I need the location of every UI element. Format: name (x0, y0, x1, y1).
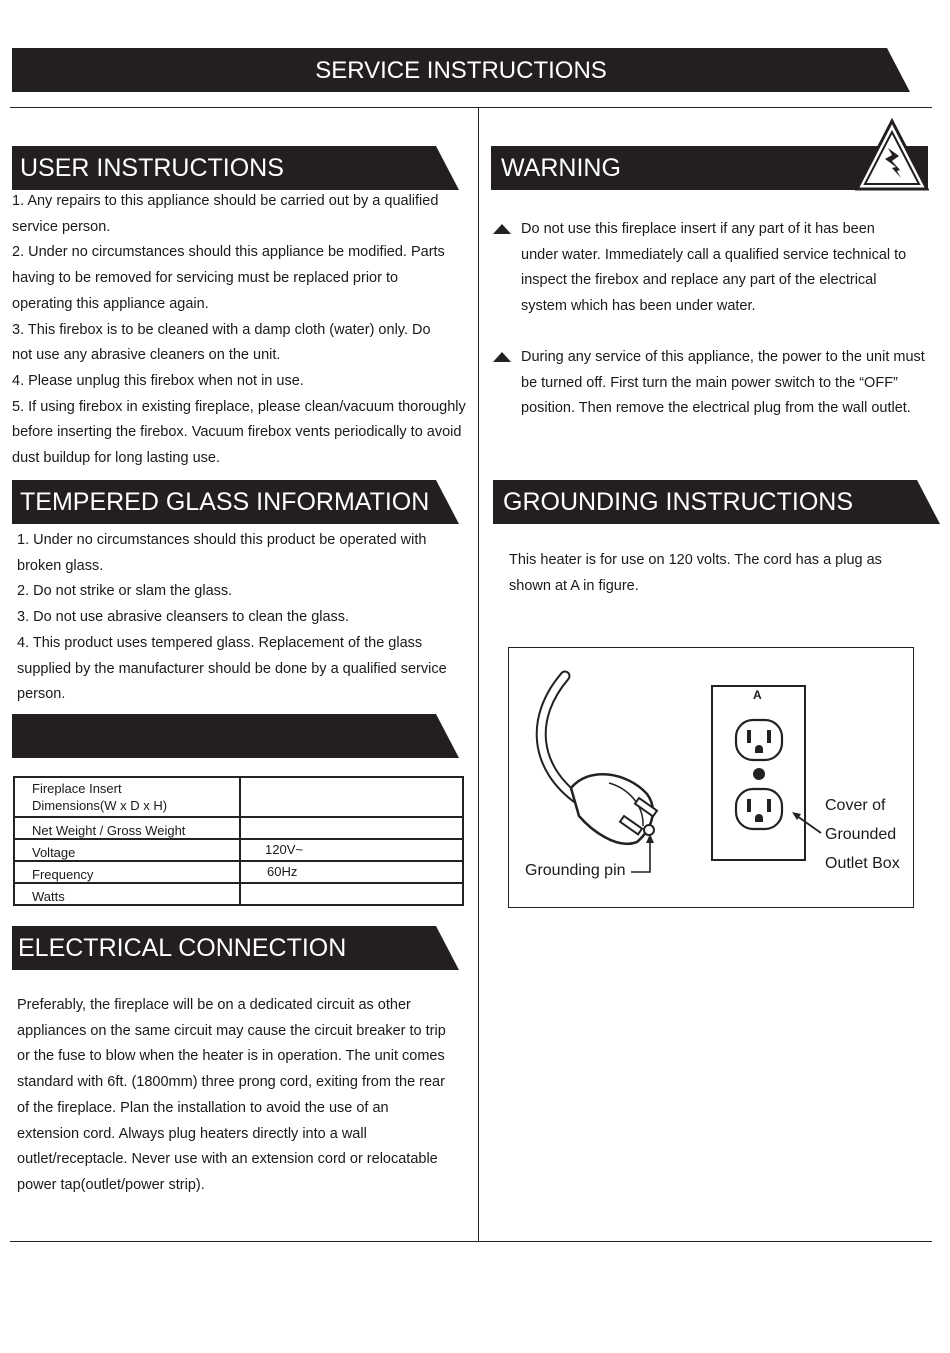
table-row (14, 777, 463, 817)
text-line: Preferably, the fireplace will be on a dedicated circuit as other (17, 997, 411, 1013)
text-line: power tap(outlet/power strip). (17, 1176, 205, 1193)
row-label-line: Dimensions(W x D x H) (32, 798, 168, 813)
grounding-pin-label: Grounding pin (525, 862, 626, 879)
text-line: 3. This firebox is to be cleaned with a damp cloth (water) only. Do (12, 321, 431, 338)
warning-bullet-icon (493, 352, 511, 362)
text-line: 1. Under no circumstances should this product be operated with (17, 532, 427, 548)
text-line: having to be removed for servicing must be replaced prior to (12, 270, 399, 287)
table-cell-label: Voltage (14, 839, 240, 861)
text-line: 3. Do not use abrasive cleansers to clean the glass. (17, 609, 350, 626)
cover-label (825, 791, 900, 878)
table-cell-label: Frequency (14, 861, 240, 883)
text-line: 5. If using firebox in existing fireplace, please clean/vacuum thoroughly (12, 398, 466, 415)
text-line: position. Then remove the electrical plug from the wall outlet. (521, 400, 911, 417)
text-line: 2. Under no circumstances should this appliance be modified. Parts (12, 244, 445, 261)
table-cell-label: Watts (14, 883, 240, 905)
text-line: before inserting the firebox. Vacuum firebox vents periodically to avoid (12, 424, 462, 441)
text-line: appliances on the same circuit may cause the circuit breaker to trip (17, 1022, 446, 1039)
text-line: operating this appliance again. (12, 295, 209, 312)
text-line: of the fireplace. Plan the installation to avoid the use of an (17, 1099, 389, 1116)
text-line: inspect the firebox and replace any part of the electrical (521, 272, 877, 289)
table-cell-value (240, 817, 463, 839)
electrical-connection-heading: ELECTRICAL CONNECTION (18, 934, 347, 962)
electrical-connection-banner (12, 926, 459, 970)
specifications-banner (12, 714, 459, 758)
user-instructions-text (12, 189, 477, 472)
cover-label-line: Grounded (825, 826, 897, 843)
table-row (14, 861, 463, 883)
user-instructions-heading: USER INSTRUCTIONS (20, 154, 284, 182)
table-cell-value (240, 883, 463, 905)
warning-list (493, 217, 943, 422)
cover-label-line: Outlet Box (825, 855, 900, 872)
warning-heading: WARNING (501, 154, 621, 182)
table-cell-value (240, 777, 463, 817)
text-line: broken glass. (17, 557, 104, 574)
text-line: standard with 6ft. (1800mm) three prong cord, exiting from the rear (17, 1074, 445, 1091)
text-line: extension cord. Always plug heaters directly into a wall (17, 1125, 367, 1142)
table-cell-label (14, 777, 240, 817)
electrical-connection-text (17, 993, 472, 1199)
text-line: be turned off. First turn the main power switch to the “OFF” (521, 374, 898, 391)
text-line: Do not use this fireplace insert if any part of it has been (521, 221, 875, 237)
bottom-divider (10, 1241, 932, 1242)
text-line: outlet/receptacle. Never use with an extension cord or relocatable (17, 1151, 438, 1168)
text-line: or the fuse to blow when the heater is in operation. The unit comes (17, 1048, 445, 1065)
page-title-banner (12, 48, 910, 92)
text-line: 4. This product uses tempered glass. Replacement of the glass (17, 634, 423, 651)
top-divider (10, 107, 932, 108)
specifications-table (13, 776, 464, 906)
column-divider (478, 108, 479, 1242)
text-line: dust buildup for long lasting use. (12, 450, 220, 467)
table-cell-label: Net Weight / Gross Weight (14, 817, 240, 839)
text-line: service person. (12, 218, 111, 235)
text-line: system which has been under water. (521, 298, 756, 315)
user-instructions-banner (12, 146, 459, 190)
tempered-glass-heading: TEMPERED GLASS INFORMATION (20, 488, 430, 516)
tempered-glass-banner (12, 480, 459, 524)
table-cell-value: 120V~ (240, 839, 463, 861)
text-line: not use any abrasive cleaners on the unit. (12, 347, 281, 364)
table-row (14, 883, 463, 905)
grounding-instructions-banner (493, 480, 940, 524)
table-cell-value: 60Hz (240, 861, 463, 883)
warning-item (493, 345, 943, 422)
grounding-text (509, 548, 939, 599)
row-label-line: Fireplace Insert (32, 781, 122, 796)
text-line: person. (17, 686, 66, 703)
text-line: 4. Please unplug this firebox when not in use. (12, 372, 304, 389)
text-line: shown at A in figure. (509, 577, 639, 594)
tempered-glass-text (17, 528, 472, 708)
text-line: under water. Immediately call a qualified service technical to (521, 246, 907, 263)
text-line: During any service of this appliance, the power to the unit must (521, 348, 925, 365)
table-row (14, 817, 463, 839)
page-title: SERVICE INSTRUCTIONS (315, 57, 607, 84)
text-line: This heater is for use on 120 volts. The cord has a plug as (509, 552, 882, 568)
table-row (14, 839, 463, 861)
figure-label-a: A (753, 688, 762, 702)
grounding-figure (508, 647, 914, 908)
text-line: 2. Do not strike or slam the glass. (17, 583, 233, 600)
cover-label-line: Cover of (825, 797, 886, 814)
warning-item (493, 217, 943, 320)
text-line: 1. Any repairs to this appliance should be carried out by a qualified (12, 193, 439, 209)
text-line: supplied by the manufacturer should be done by a qualified service (17, 660, 447, 677)
electrical-hazard-icon (855, 118, 929, 192)
warning-bullet-icon (493, 224, 511, 234)
grounding-instructions-heading: GROUNDING INSTRUCTIONS (503, 488, 853, 516)
